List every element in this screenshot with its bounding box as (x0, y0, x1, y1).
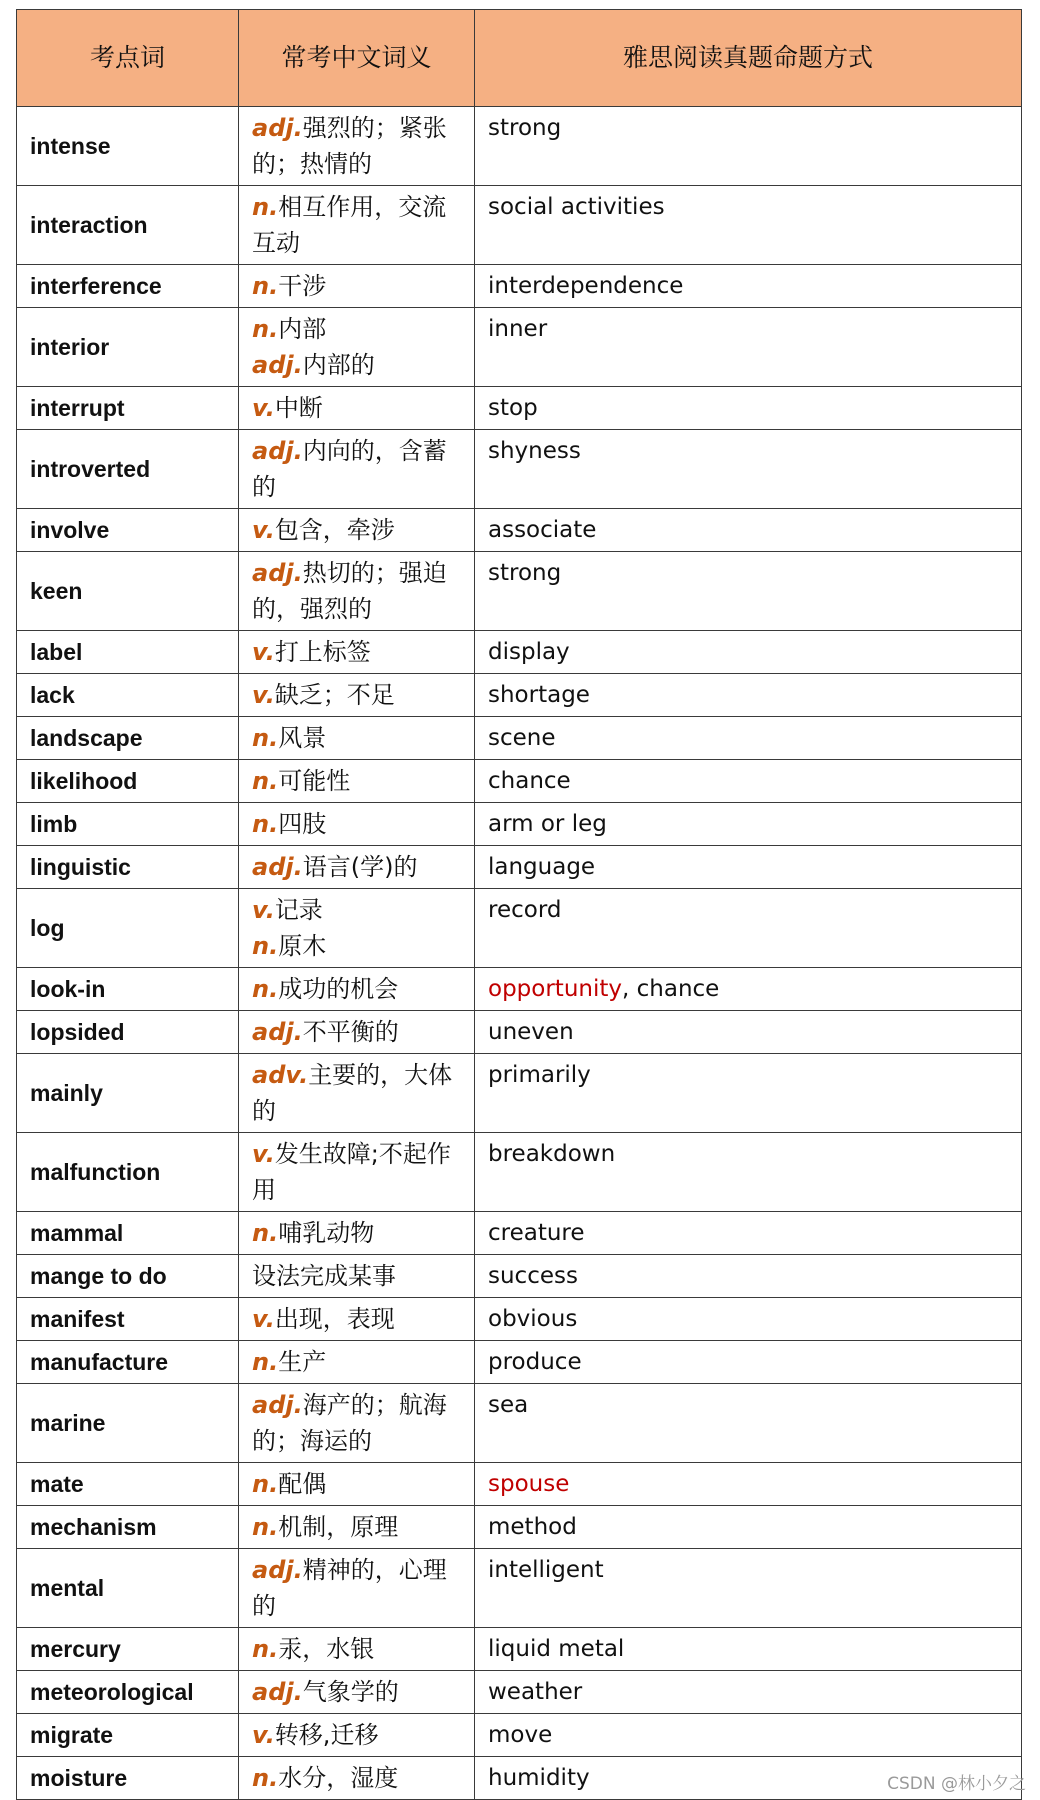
ielts-paraphrase-cell (475, 1463, 1022, 1506)
part-of-speech: n. (252, 1348, 279, 1376)
watermark: CSDN @林小夕之 (887, 1774, 1026, 1794)
part-of-speech: n. (252, 975, 279, 1003)
table-row (17, 1212, 1022, 1255)
ielts-paraphrase-cell (475, 803, 1022, 846)
meaning-cell (239, 186, 475, 265)
keyword-cell: manufacture (17, 1341, 239, 1384)
meaning-cell (239, 1463, 475, 1506)
header-chinese-meaning: 常考中文词义 (239, 10, 475, 107)
ielts-paraphrase-cell (475, 1628, 1022, 1671)
table-row (17, 717, 1022, 760)
header-ielts-paraphrase: 雅思阅读真题命题方式 (475, 10, 1022, 107)
meaning-line (252, 1014, 461, 1050)
keyword-cell: migrate (17, 1714, 239, 1757)
paraphrase-text: humidity (488, 1765, 590, 1791)
meaning-text: 水分，湿度 (278, 1764, 399, 1792)
meaning-line (252, 763, 461, 799)
meaning-text: 精神的，心理的 (252, 1556, 447, 1620)
meaning-text: 海产的；航海的；海运的 (252, 1391, 447, 1455)
keyword-cell: mammal (17, 1212, 239, 1255)
meaning-text: 包含，牵涉 (274, 516, 395, 544)
keyword-cell: mange to do (17, 1255, 239, 1298)
table-row (17, 803, 1022, 846)
ielts-paraphrase-cell (475, 1714, 1022, 1757)
table-row (17, 631, 1022, 674)
meaning-text: 热切的；强迫的，强烈的 (252, 559, 447, 623)
table-row (17, 1628, 1022, 1671)
keyword-cell: marine (17, 1384, 239, 1463)
ielts-paraphrase-cell (475, 1506, 1022, 1549)
part-of-speech: n. (252, 1470, 279, 1498)
ielts-paraphrase-cell (475, 107, 1022, 186)
part-of-speech: v. (252, 681, 275, 709)
paraphrase-text: record (488, 897, 562, 923)
highlighted-paraphrase: spouse (488, 1471, 570, 1497)
table-row (17, 552, 1022, 631)
table-row (17, 968, 1022, 1011)
part-of-speech: n. (252, 1764, 279, 1792)
part-of-speech: adj. (252, 351, 303, 379)
part-of-speech: v. (252, 638, 275, 666)
meaning-line (252, 347, 461, 383)
part-of-speech: n. (252, 272, 279, 300)
meaning-cell (239, 1549, 475, 1628)
part-of-speech: adj. (252, 437, 303, 465)
meaning-cell (239, 1011, 475, 1054)
part-of-speech: adj. (252, 1018, 303, 1046)
header-keyword: 考点词 (17, 10, 239, 107)
meaning-cell (239, 968, 475, 1011)
part-of-speech: adj. (252, 853, 303, 881)
table-row (17, 889, 1022, 968)
ielts-paraphrase-cell (475, 760, 1022, 803)
table-row (17, 107, 1022, 186)
table-row (17, 1298, 1022, 1341)
vocab-table (16, 9, 1022, 1800)
ielts-paraphrase-cell (475, 1549, 1022, 1628)
paraphrase-text: shyness (488, 438, 581, 464)
paraphrase-text: intelligent (488, 1557, 604, 1583)
paraphrase-text: arm or leg (488, 811, 607, 837)
meaning-text: 机制，原理 (278, 1513, 399, 1541)
keyword-cell: malfunction (17, 1133, 239, 1212)
meaning-cell (239, 1133, 475, 1212)
meaning-cell (239, 430, 475, 509)
paraphrase-text: produce (488, 1349, 582, 1375)
table-row (17, 1463, 1022, 1506)
table-row (17, 265, 1022, 308)
meaning-text: 出现，表现 (274, 1305, 395, 1333)
ielts-paraphrase-cell (475, 1671, 1022, 1714)
table-row (17, 186, 1022, 265)
keyword-cell: limb (17, 803, 239, 846)
table-row (17, 1714, 1022, 1757)
table-row (17, 1506, 1022, 1549)
keyword-cell: look-in (17, 968, 239, 1011)
meaning-text: 主要的，大体的 (252, 1061, 453, 1125)
paraphrase-text: strong (488, 115, 562, 141)
meaning-text: 原木 (278, 932, 327, 960)
meaning-text: 四肢 (278, 810, 327, 838)
keyword-cell: interior (17, 308, 239, 387)
table-row (17, 846, 1022, 889)
ielts-paraphrase-cell (475, 1255, 1022, 1298)
part-of-speech: adj. (252, 1556, 303, 1584)
meaning-text: 干涉 (278, 272, 327, 300)
keyword-cell: lack (17, 674, 239, 717)
paraphrase-text: shortage (488, 682, 590, 708)
meaning-line (252, 892, 461, 928)
paraphrase-text: , chance (622, 976, 720, 1002)
keyword-cell: intense (17, 107, 239, 186)
highlighted-paraphrase: opportunity (488, 976, 622, 1002)
paraphrase-text: method (488, 1514, 577, 1540)
meaning-cell (239, 631, 475, 674)
meaning-cell (239, 1628, 475, 1671)
meaning-cell (239, 1298, 475, 1341)
part-of-speech: adj. (252, 1678, 303, 1706)
ielts-paraphrase-cell (475, 968, 1022, 1011)
meaning-line (252, 849, 461, 885)
ielts-paraphrase-cell (475, 430, 1022, 509)
keyword-cell: landscape (17, 717, 239, 760)
part-of-speech: n. (252, 1219, 279, 1247)
table-row (17, 308, 1022, 387)
keyword-cell: label (17, 631, 239, 674)
meaning-line (252, 1717, 461, 1753)
meaning-line (252, 634, 461, 670)
part-of-speech: adj. (252, 1391, 303, 1419)
part-of-speech: v. (252, 1140, 275, 1168)
ielts-paraphrase-cell (475, 1384, 1022, 1463)
ielts-paraphrase-cell (475, 1212, 1022, 1255)
meaning-cell (239, 387, 475, 430)
meaning-cell (239, 1341, 475, 1384)
keyword-cell: likelihood (17, 760, 239, 803)
table-row (17, 509, 1022, 552)
paraphrase-text: success (488, 1263, 578, 1289)
keyword-cell: lopsided (17, 1011, 239, 1054)
meaning-line (252, 806, 461, 842)
keyword-cell: keen (17, 552, 239, 631)
meaning-line (252, 720, 461, 756)
meaning-text: 转移,迁移 (274, 1721, 379, 1749)
part-of-speech: n. (252, 932, 279, 960)
part-of-speech: v. (252, 1721, 275, 1749)
table-row (17, 1671, 1022, 1714)
table-row (17, 1133, 1022, 1212)
meaning-cell (239, 803, 475, 846)
table-row (17, 1341, 1022, 1384)
paraphrase-text: breakdown (488, 1141, 616, 1167)
meaning-text: 哺乳动物 (278, 1219, 375, 1247)
part-of-speech: n. (252, 315, 279, 343)
meaning-cell (239, 1671, 475, 1714)
keyword-cell: meteorological (17, 1671, 239, 1714)
ielts-paraphrase-cell (475, 387, 1022, 430)
table-row (17, 760, 1022, 803)
header-row (17, 10, 1022, 107)
meaning-cell (239, 889, 475, 968)
meaning-text: 打上标签 (274, 638, 371, 666)
meaning-text: 相互作用，交流互动 (252, 193, 447, 257)
paraphrase-text: scene (488, 725, 556, 751)
meaning-text: 不平衡的 (302, 1018, 399, 1046)
keyword-cell: linguistic (17, 846, 239, 889)
meaning-text: 中断 (274, 394, 323, 422)
meaning-cell (239, 1384, 475, 1463)
part-of-speech: adj. (252, 114, 303, 142)
meaning-cell (239, 760, 475, 803)
ielts-paraphrase-cell (475, 1341, 1022, 1384)
part-of-speech: n. (252, 767, 279, 795)
meaning-cell (239, 1506, 475, 1549)
table-row (17, 1549, 1022, 1628)
meaning-line (252, 433, 461, 505)
meaning-line (252, 677, 461, 713)
meaning-line (252, 1215, 461, 1251)
part-of-speech: v. (252, 1305, 275, 1333)
meaning-text: 内部 (278, 315, 327, 343)
paraphrase-text: interdependence (488, 273, 684, 299)
meaning-cell (239, 1714, 475, 1757)
meaning-text: 内部的 (302, 351, 375, 379)
meaning-text: 设法完成某事 (252, 1262, 396, 1290)
meaning-text: 发生故障;不起作用 (252, 1140, 451, 1204)
part-of-speech: adj. (252, 559, 303, 587)
meaning-text: 可能性 (278, 767, 351, 795)
keyword-cell: mercury (17, 1628, 239, 1671)
keyword-cell: mate (17, 1463, 239, 1506)
keyword-cell: mechanism (17, 1506, 239, 1549)
meaning-cell (239, 674, 475, 717)
meaning-cell (239, 552, 475, 631)
meaning-cell (239, 265, 475, 308)
ielts-paraphrase-cell (475, 186, 1022, 265)
table-row (17, 1054, 1022, 1133)
table-row (17, 1757, 1022, 1800)
paraphrase-text: sea (488, 1392, 529, 1418)
meaning-line (252, 1301, 461, 1337)
ielts-paraphrase-cell (475, 1133, 1022, 1212)
part-of-speech: n. (252, 1635, 279, 1663)
meaning-text: 强烈的；紧张的；热情的 (252, 114, 447, 178)
meaning-cell (239, 509, 475, 552)
paraphrase-text: weather (488, 1679, 583, 1705)
table-row (17, 1011, 1022, 1054)
ielts-paraphrase-cell (475, 1054, 1022, 1133)
meaning-text: 汞，水银 (278, 1635, 375, 1663)
keyword-cell: interaction (17, 186, 239, 265)
ielts-paraphrase-cell (475, 889, 1022, 968)
keyword-cell: mental (17, 1549, 239, 1628)
paraphrase-text: social activities (488, 194, 665, 220)
keyword-cell: introverted (17, 430, 239, 509)
meaning-line (252, 311, 461, 347)
meaning-text: 内向的，含蓄的 (252, 437, 447, 501)
meaning-line (252, 1136, 461, 1208)
meaning-line (252, 1258, 461, 1294)
part-of-speech: n. (252, 193, 279, 221)
paraphrase-text: move (488, 1722, 553, 1748)
ielts-paraphrase-cell (475, 674, 1022, 717)
meaning-line (252, 928, 461, 964)
meaning-line (252, 1387, 461, 1459)
meaning-text: 缺乏；不足 (274, 681, 395, 709)
meaning-line (252, 1466, 461, 1502)
meaning-text: 风景 (278, 724, 327, 752)
meaning-line (252, 1674, 461, 1710)
part-of-speech: v. (252, 896, 275, 924)
paraphrase-text: display (488, 639, 570, 665)
meaning-text: 语言(学)的 (302, 853, 418, 881)
paraphrase-text: primarily (488, 1062, 591, 1088)
part-of-speech: v. (252, 394, 275, 422)
table-row (17, 387, 1022, 430)
paraphrase-text: chance (488, 768, 571, 794)
keyword-cell: manifest (17, 1298, 239, 1341)
keyword-cell: interference (17, 265, 239, 308)
ielts-paraphrase-cell (475, 717, 1022, 760)
meaning-cell (239, 308, 475, 387)
keyword-cell: mainly (17, 1054, 239, 1133)
meaning-cell (239, 1757, 475, 1800)
paraphrase-text: obvious (488, 1306, 578, 1332)
ielts-paraphrase-cell (475, 552, 1022, 631)
keyword-cell: involve (17, 509, 239, 552)
ielts-paraphrase-cell (475, 846, 1022, 889)
paraphrase-text: inner (488, 316, 548, 342)
ielts-paraphrase-cell (475, 308, 1022, 387)
paraphrase-text: creature (488, 1220, 585, 1246)
table-row (17, 430, 1022, 509)
table-row (17, 1384, 1022, 1463)
ielts-paraphrase-cell (475, 509, 1022, 552)
meaning-text: 记录 (274, 896, 323, 924)
meaning-cell (239, 107, 475, 186)
meaning-line (252, 1057, 461, 1129)
meaning-text: 配偶 (278, 1470, 327, 1498)
meaning-text: 生产 (278, 1348, 327, 1376)
table-row (17, 674, 1022, 717)
table-row (17, 1255, 1022, 1298)
meaning-cell (239, 717, 475, 760)
meaning-line (252, 189, 461, 261)
meaning-text: 成功的机会 (278, 975, 399, 1003)
paraphrase-text: stop (488, 395, 538, 421)
meaning-cell (239, 1212, 475, 1255)
meaning-line (252, 1344, 461, 1380)
meaning-line (252, 971, 461, 1007)
keyword-cell: log (17, 889, 239, 968)
paraphrase-text: uneven (488, 1019, 574, 1045)
keyword-cell: interrupt (17, 387, 239, 430)
meaning-line (252, 268, 461, 304)
meaning-line (252, 1631, 461, 1667)
paraphrase-text: language (488, 854, 596, 880)
meaning-line (252, 1760, 461, 1796)
part-of-speech: n. (252, 1513, 279, 1541)
paraphrase-text: liquid metal (488, 1636, 625, 1662)
ielts-paraphrase-cell (475, 631, 1022, 674)
meaning-line (252, 512, 461, 548)
meaning-line (252, 555, 461, 627)
paraphrase-text: strong (488, 560, 562, 586)
ielts-paraphrase-cell (475, 1011, 1022, 1054)
paraphrase-text: associate (488, 517, 597, 543)
meaning-line (252, 1552, 461, 1624)
meaning-text: 气象学的 (302, 1678, 399, 1706)
meaning-line (252, 110, 461, 182)
meaning-cell (239, 1054, 475, 1133)
meaning-cell (239, 846, 475, 889)
part-of-speech: n. (252, 810, 279, 838)
part-of-speech: n. (252, 724, 279, 752)
keyword-cell: moisture (17, 1757, 239, 1800)
meaning-line (252, 1509, 461, 1545)
meaning-line (252, 390, 461, 426)
vocab-body (17, 107, 1022, 1800)
ielts-paraphrase-cell (475, 1298, 1022, 1341)
meaning-cell (239, 1255, 475, 1298)
part-of-speech: v. (252, 516, 275, 544)
ielts-paraphrase-cell (475, 265, 1022, 308)
part-of-speech: adv. (252, 1061, 309, 1089)
